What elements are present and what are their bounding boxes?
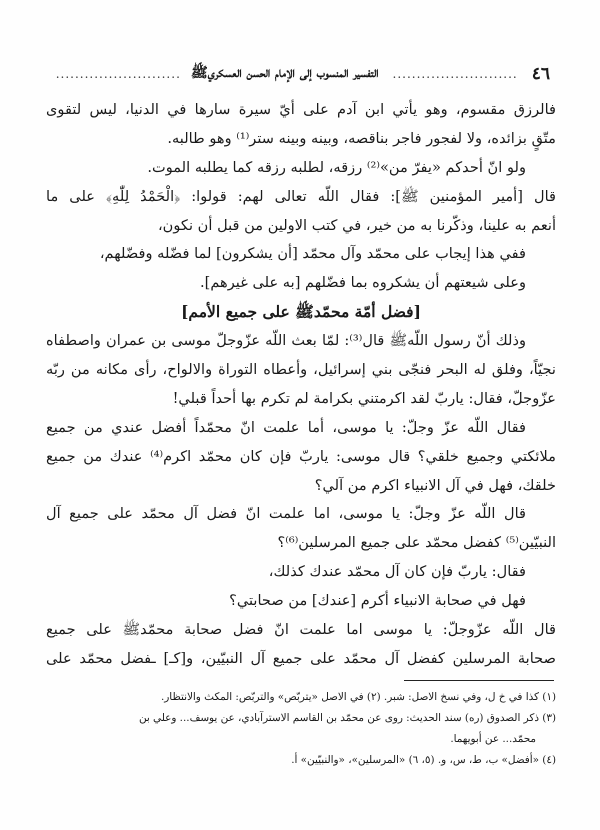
section-heading: [فضل أمّة محمّدﷺ على جميع الأمم] [181, 302, 421, 322]
body-line: أنعم به علينا، وذكّرنا به من خير، في كتب الاولين من قبل أن نكون، [157, 216, 556, 234]
body-line: ملائكتي وجميع خلقي؟ قال موسى: ياربّ فإن كان محمّد اكرم⁽⁴⁾ عندك من جميع [46, 447, 556, 465]
body-line: ففي هذا إيجاب على محمّد وآل محمّد [أن يشكرون] لما فضّله وفضّلهم، [99, 245, 526, 263]
body-line: ولو انّ أحدكم «يفرّ من»⁽²⁾ رزقه، لطلبه رزقه كما يطلبه الموت. [147, 158, 526, 176]
body-line: قال [أمير المؤمنين ﷺ]: فقال اللّه تعالى لهم: قولوا: ﴿الْحَمْدُ لِلّٰهِ﴾ على ما [46, 187, 556, 205]
body-line: عزّوجلّ، فقال: ياربّ لقد اكرمتني بكرامة لم تكرم بها أحداً قبلي! [172, 389, 556, 407]
footnote-continuation: محمّد... عن أبويهما. [450, 733, 536, 745]
body-line: وذلك أنّ رسول اللّهﷺ قال⁽³⁾: لمّا بعث اللّه عزّوجلّ موسى بن عمران واصطفاه [46, 332, 527, 350]
body-line: فهل في صحابة الانبياء أكرم [عندك] من صحابتي؟ [229, 592, 526, 610]
body-line: فقال اللّه عزّ وجلّ: يا موسى، أما علمت انّ محمّداً أفضل عندي من جميع [46, 418, 526, 436]
header-dots: .......................... [392, 67, 518, 81]
body-line: فالرزق مقسوم، وهو يأتي ابن آدم على أيّ سيرة سارها في الدنيا، ليس لتقوى [46, 101, 556, 118]
page-number: ٤٦ [531, 64, 550, 84]
body-line: متّقٍ بزائده، ولا لفجور فاجر بناقصه، وبينه وبينه ستر⁽¹⁾ وهو طالبه. [167, 129, 556, 147]
body-line: خلقك، فهل في آل الانبياء اكرم من آلي؟ [314, 476, 556, 494]
running-title: التفسير المنسوب إلى الإمام الحسن العسكري‌ﷺ [190, 65, 379, 81]
body-line: قال اللّه عزّ وجلّ: يا موسى، اما علمت انّ فضل آل محمّد على جميع آل [46, 505, 526, 523]
footnote: (٣) ذكر الصدوق (ره) سند الحديث: روى عن محمّد بن القاسم الاسترآبادي، عن يوسف... وعلي بن [138, 712, 556, 724]
body-text [46, 96, 556, 674]
footnote: (٤) «أفضل» ب، ط، س، و. (٥، ٦) «المرسلين»، «والنبيّين» أ. [291, 754, 556, 766]
body-line: وعلى شيعتهم أن يشكروه بما فضّلهم [به على غيرهم]. [200, 274, 526, 292]
footnote: (١) كذا في خ ل، وفي نسخ الاصل: شبر. (٢) في الاصل «يتربّص» والتربّص: المكث والانتظار. [160, 691, 556, 703]
body-line: قال اللّه عزّوجلّ: يا موسى اما علمت انّ فضل صحابة محمّدﷺ على جميع [46, 621, 556, 639]
page-header [50, 62, 550, 86]
header-dots-trailing: .......................... [55, 67, 181, 81]
footnote-divider [404, 680, 554, 681]
footnotes [46, 687, 556, 771]
body-line: فقال: ياربّ فإن كان آل محمّد عندك كذلك، [268, 563, 526, 581]
body-line: النبيّين⁽⁵⁾ كفضل محمّد على جميع المرسلين⁽⁶⁾؟ [277, 534, 556, 552]
body-line: صحابة المرسلين كفضل آل محمّد على جميع آل النبيّين، و[كـ] ـفضل محمّد على [46, 649, 556, 667]
body-line: نجيّاً، وفلق له البحر فنجّى بني إسرائيل، وأعطاه التوراة والالواح، رأى مكانه من ربّه [46, 361, 556, 379]
